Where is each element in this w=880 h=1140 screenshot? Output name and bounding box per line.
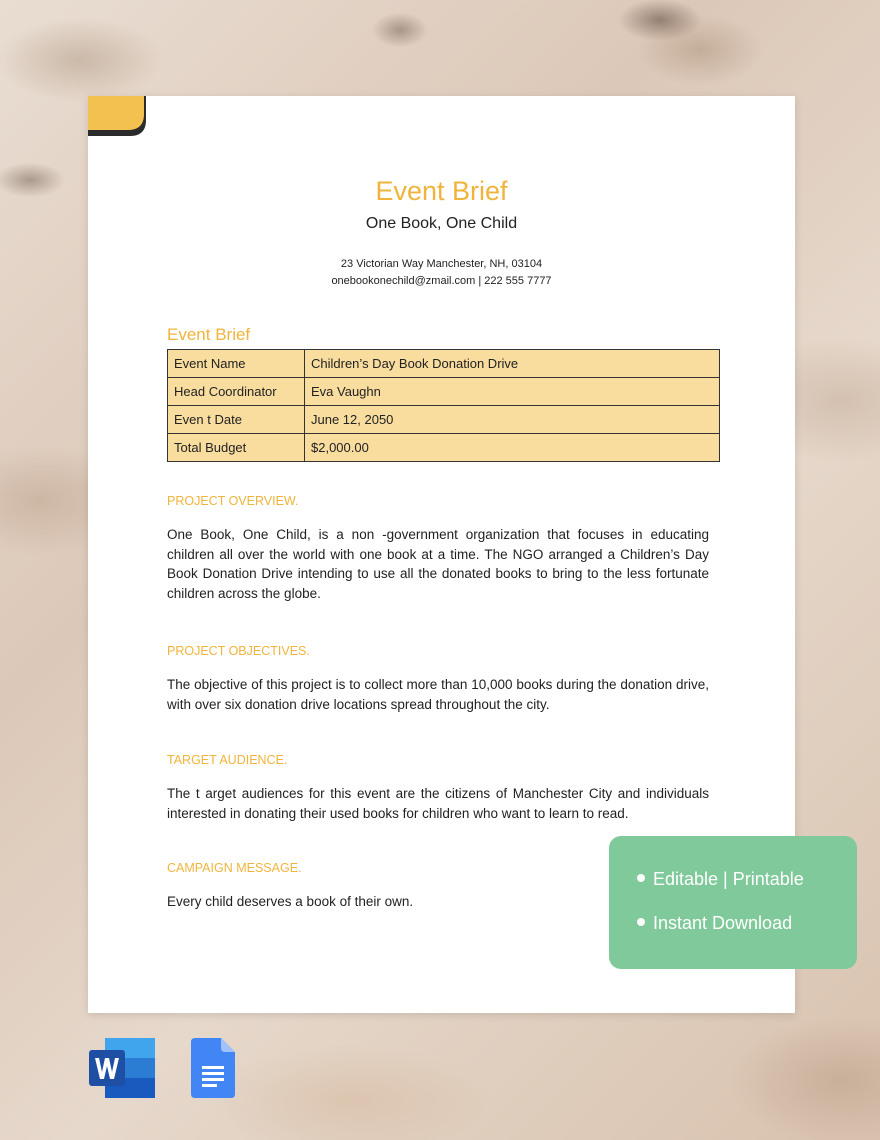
- section-heading-audience: TARGET AUDIENCE.: [167, 753, 288, 767]
- bullet-icon: [637, 874, 645, 882]
- table-row: [168, 378, 720, 406]
- section-body-overview: One Book, One Child, is a non -government organization that focuses in educating children all over the world with one book at a time. The NGO arranged a Children’s Day Book Donation Drive intending to use all the donated books to bring to the less fortunate children across the globe.: [167, 527, 709, 601]
- row-value: Eva Vaughn: [305, 378, 720, 406]
- section-heading-objectives: PROJECT OBJECTIVES.: [167, 644, 310, 658]
- row-value: Children’s Day Book Donation Drive: [305, 350, 720, 378]
- bullet-icon: [637, 918, 645, 926]
- badge-item-download: [637, 913, 792, 934]
- row-value: June 12, 2050: [305, 406, 720, 434]
- feature-badge: [609, 836, 857, 969]
- microsoft-word-icon[interactable]: [89, 1038, 157, 1098]
- contact-line: onebookonechild@zmail.com | 222 555 7777: [331, 275, 552, 287]
- organization-name: One Book, One Child: [365, 215, 518, 232]
- table-row: [168, 406, 720, 434]
- badge-item-editable: [637, 869, 804, 890]
- section-body-objectives: The objective of this project is to collect more than 10,000 books during the donation drive, with over six donation drive locations spread throughout the city.: [167, 677, 709, 712]
- row-value: $2,000.00: [305, 434, 720, 462]
- badge-line-2: Instant Download: [653, 913, 793, 933]
- row-label: Even t Date: [168, 406, 305, 434]
- section-body-campaign: Every child deserves a book of their own.: [167, 894, 414, 909]
- table-row: [168, 350, 720, 378]
- badge-line-1: Editable | Printable: [653, 869, 804, 889]
- row-label: Event Name: [168, 350, 305, 378]
- address-line: 23 Victorian Way Manchester, NH, 03104: [340, 258, 543, 270]
- corner-decoration: [88, 96, 146, 136]
- table-title: Event Brief: [167, 325, 251, 344]
- section-body-audience: The t arget audiences for this event are the citizens of Manchester City and individuals interested in donating their used books for children who want to learn to read.: [167, 786, 709, 821]
- section-heading-overview: PROJECT OVERVIEW.: [167, 494, 299, 508]
- contact-block: [88, 256, 795, 290]
- table-row: [168, 434, 720, 462]
- row-label: Head Coordinator: [168, 378, 305, 406]
- google-docs-icon[interactable]: [191, 1038, 235, 1098]
- document-title: Event Brief: [375, 176, 508, 206]
- row-label: Total Budget: [168, 434, 305, 462]
- section-heading-campaign: CAMPAIGN MESSAGE.: [167, 861, 302, 875]
- event-brief-table: [167, 349, 720, 462]
